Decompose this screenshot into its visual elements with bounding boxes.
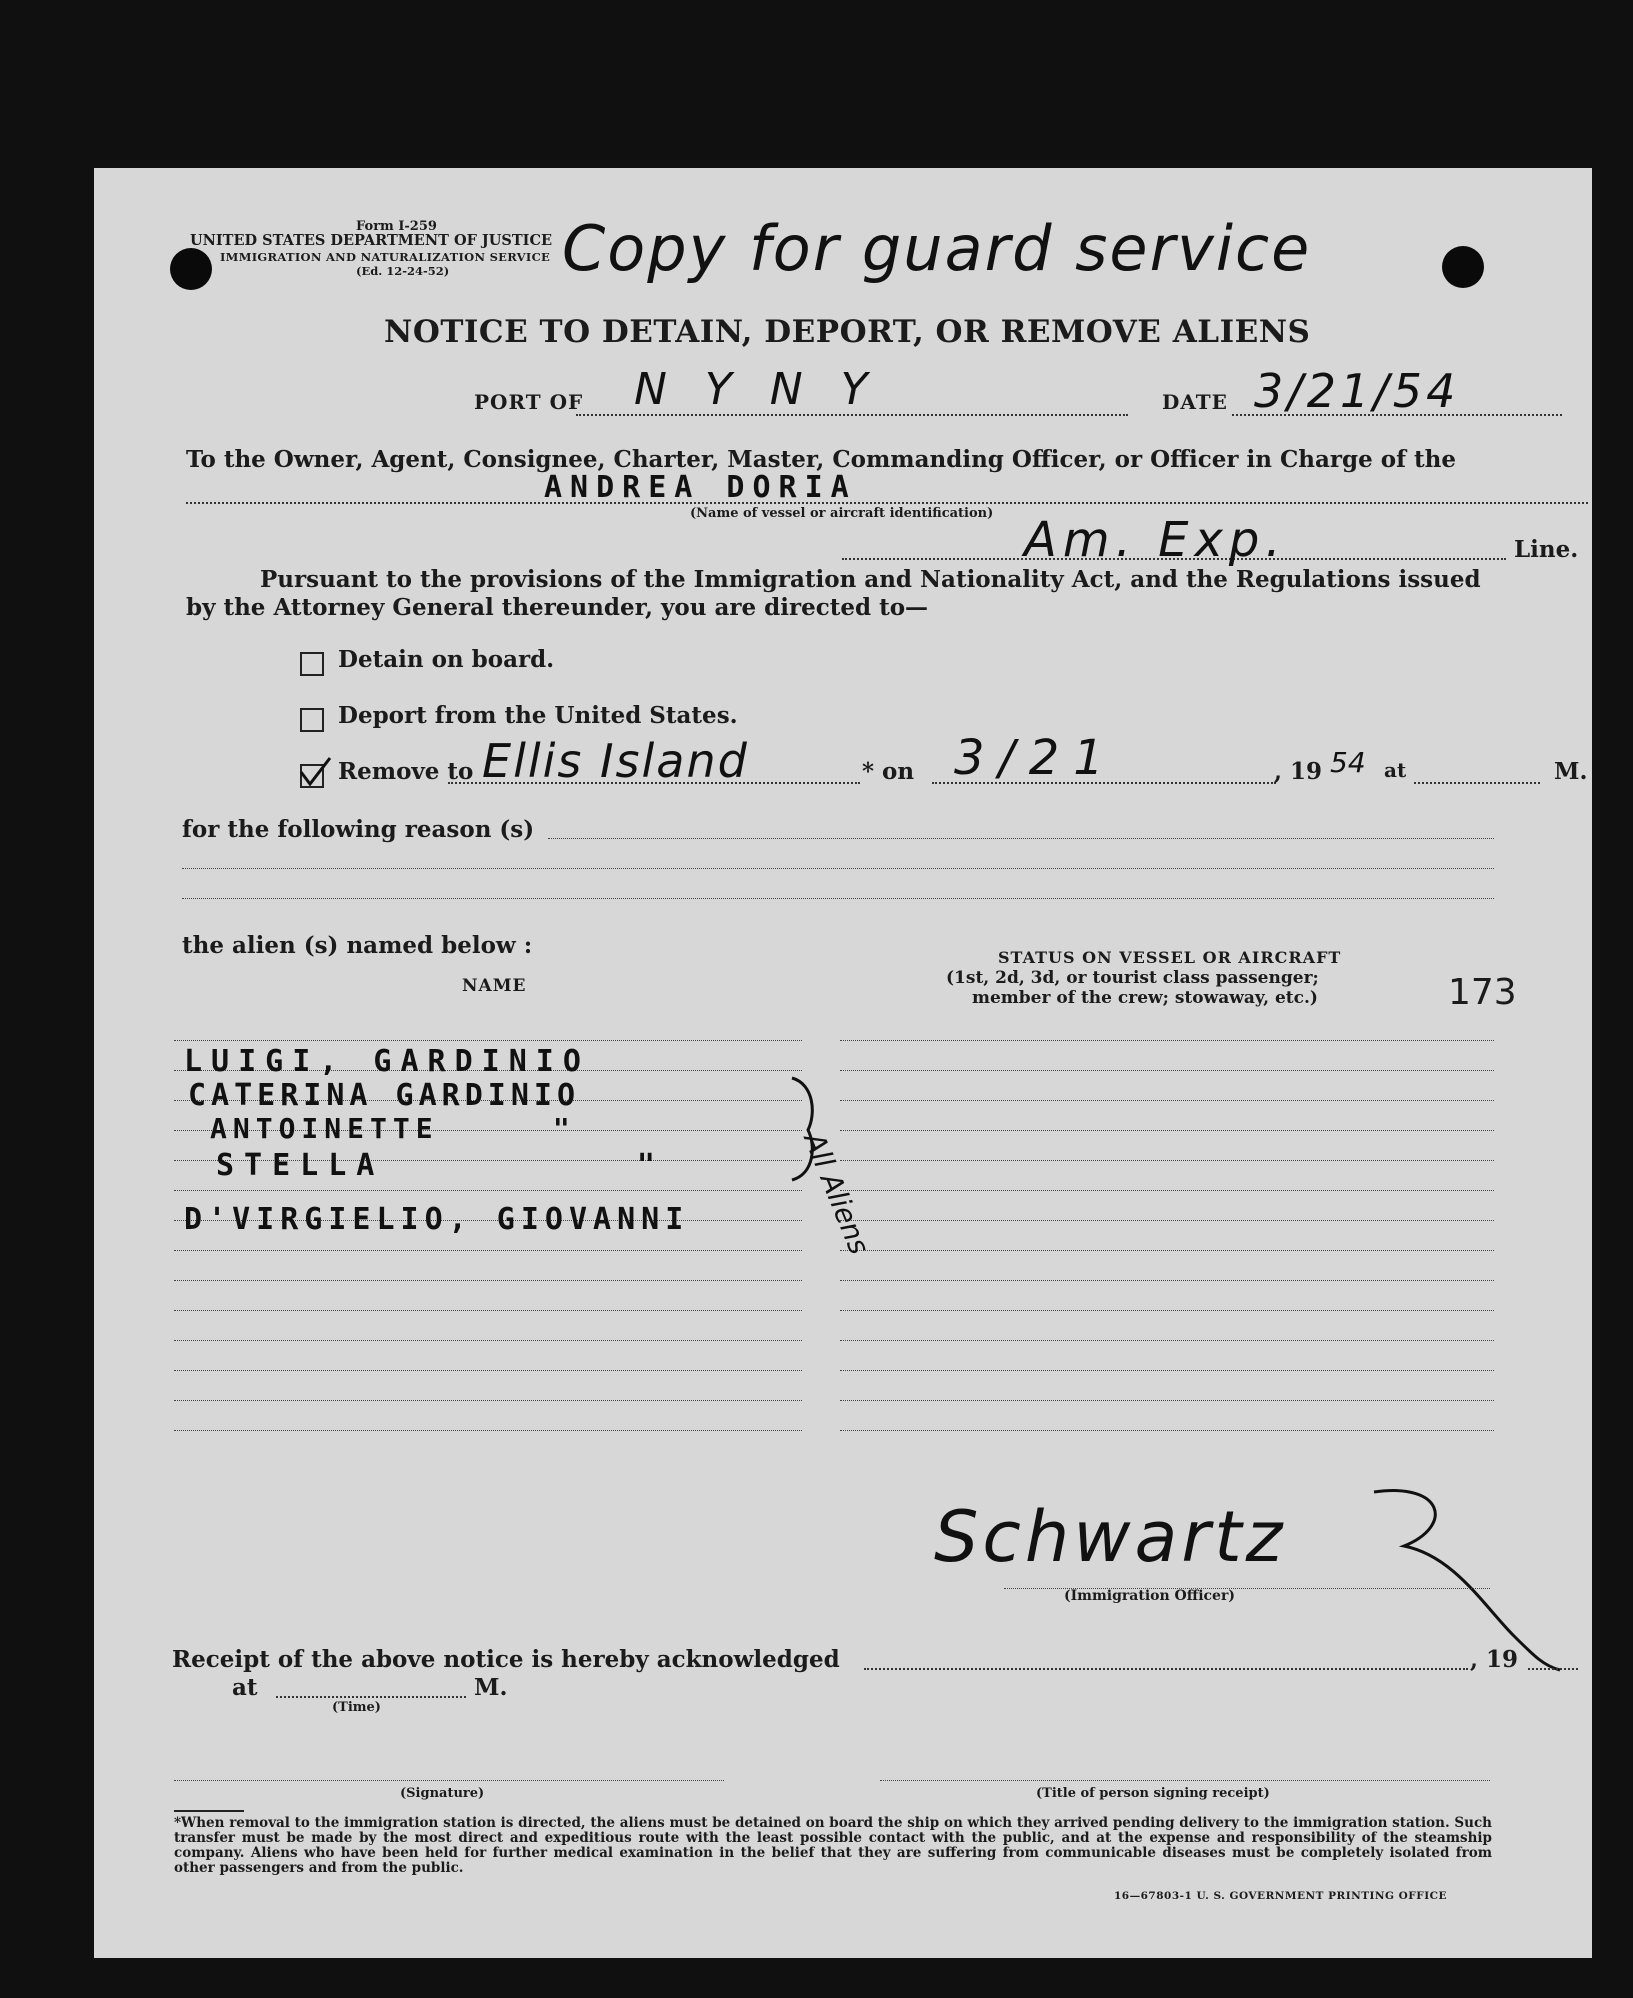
status-row-line [840,1400,1494,1401]
title-line [880,1780,1490,1781]
form-sheet [94,168,1592,1958]
bracket-note: All Aliens [797,1128,876,1259]
status-row-line [840,1310,1494,1311]
form-title: NOTICE TO DETAIN, DEPORT, OR REMOVE ALIENS [384,314,1311,350]
name-row-line [174,1040,802,1041]
date-label: DATE [1162,390,1228,414]
punch-hole-left [170,248,212,290]
alien-name: CATERINA GARDINIO [188,1078,581,1113]
status-row-line [840,1130,1494,1131]
status-row-line [840,1070,1494,1071]
receipt-at: at [232,1674,258,1701]
printer-imprint: 16—67803-1 U. S. GOVERNMENT PRINTING OFFICE [1114,1890,1447,1902]
detain-label: Detain on board. [338,646,555,673]
year-prefix: , 19 [1274,758,1323,785]
receipt-m: M. [474,1674,508,1701]
status-row-line [840,1280,1494,1281]
name-row-line [174,1400,802,1401]
alien-name: D'VIRGIELIO, GIOVANNI [184,1202,690,1237]
alien-name: ANTOINETTE " [210,1112,576,1145]
remove-label: Remove to [338,758,474,785]
service-name: IMMIGRATION AND NATURALIZATION SERVICE [220,250,551,264]
on-date-value: 3/21 [954,730,1118,786]
reason-label: for the following reason (s) [182,816,535,843]
status-row-line [840,1160,1494,1161]
form-number: Form I-259 [356,219,437,234]
name-row-line [174,1340,802,1341]
on-label: * on [862,758,915,785]
at-label: at [1384,758,1407,782]
officer-signature: Schwartz [934,1496,1287,1578]
name-row-line [174,1310,802,1311]
alien-name: LUIGI, GARDINIO [184,1044,590,1079]
status-row-line [840,1220,1494,1221]
title-caption: (Title of person signing receipt) [1036,1786,1270,1801]
reason-line-2 [182,868,1494,869]
department-name: UNITED STATES DEPARTMENT OF JUSTICE [190,232,553,249]
status-row-line [840,1370,1494,1371]
m-label: M. [1554,758,1588,785]
receipt-time-line [276,1696,466,1698]
status-header-2: (1st, 2d, 3d, or tourist class passenger; [946,968,1319,988]
signature-caption: (Signature) [400,1786,485,1801]
port-value: N Y N Y [634,364,880,415]
footnote-rule [174,1810,244,1812]
status-header-3: member of the crew; stowaway, etc.) [972,988,1318,1008]
name-column-header: NAME [462,976,527,996]
name-row-line [174,1250,802,1251]
status-row-line [840,1190,1494,1191]
signature-flourish-icon [1364,1486,1564,1686]
name-row-line [174,1370,802,1371]
reason-line-3 [182,898,1494,899]
status-row-line [840,1430,1494,1431]
receipt-date-line [864,1668,1468,1670]
remove-to-value: Ellis Island [482,734,749,788]
reason-line-1 [548,838,1494,839]
deport-label: Deport from the United States. [338,702,738,729]
year-value: 54 [1330,746,1366,779]
date-value: 3/21/54 [1254,364,1460,418]
check-mark-icon [298,756,332,786]
status-row-line [840,1340,1494,1341]
port-label: PORT OF [474,390,584,414]
time-caption: (Time) [332,1700,381,1715]
remove-checkbox[interactable] [300,764,324,788]
addressee-text: To the Owner, Agent, Consignee, Charter, Master, Commanding Officer, or Officer in Charge of the [186,446,1456,473]
status-header-1: STATUS ON VESSEL OR AIRCRAFT [998,948,1342,967]
pursuant-line-2: by the Attorney General thereunder, you are directed to— [186,594,929,621]
officer-caption: (Immigration Officer) [1064,1588,1235,1604]
vessel-line [186,502,1588,504]
vessel-name: ANDREA DORIA [544,470,857,505]
name-row-line [174,1430,802,1431]
receipt-year-line [1528,1668,1578,1670]
aliens-intro: the alien (s) named below : [182,932,533,959]
pursuant-line-1: Pursuant to the provisions of the Immigration and Nationality Act, and the Regulations issued [260,566,1481,593]
deport-checkbox[interactable] [300,708,324,732]
signature-line [174,1780,724,1781]
alien-name: STELLA " [216,1148,665,1183]
name-row-line [174,1190,802,1191]
time-line [1414,782,1540,784]
receipt-text: Receipt of the above notice is hereby acknowledged [172,1646,840,1673]
line-value: Am. Exp. [1024,512,1287,568]
page-number: 173 [1448,972,1517,1013]
punch-hole-right [1442,246,1484,288]
copy-annotation: Copy for guard service [562,212,1312,285]
name-row-line [174,1280,802,1281]
status-row-line [840,1250,1494,1251]
detain-checkbox[interactable] [300,652,324,676]
receipt-year: , 19 [1470,1646,1519,1673]
status-row-line [840,1040,1494,1041]
status-row-line [840,1100,1494,1101]
line-label: Line. [1514,536,1579,563]
form-edition: (Ed. 12-24-52) [356,264,450,278]
vessel-caption: (Name of vessel or aircraft identification) [690,506,994,521]
footnote: *When removal to the immigration station is directed, the aliens must be detained on board the ship on which they arrived pending delivery to the immigration station. Such transfer must be made by the most direct and expeditious route with the least possible contact with the public, and at the expense and responsibility of the steamship company. Aliens who have been held for further medical examination in the belief that they are suffering from communicable diseases must be completely isolated from other passengers and from the public. [174,1815,1492,1876]
